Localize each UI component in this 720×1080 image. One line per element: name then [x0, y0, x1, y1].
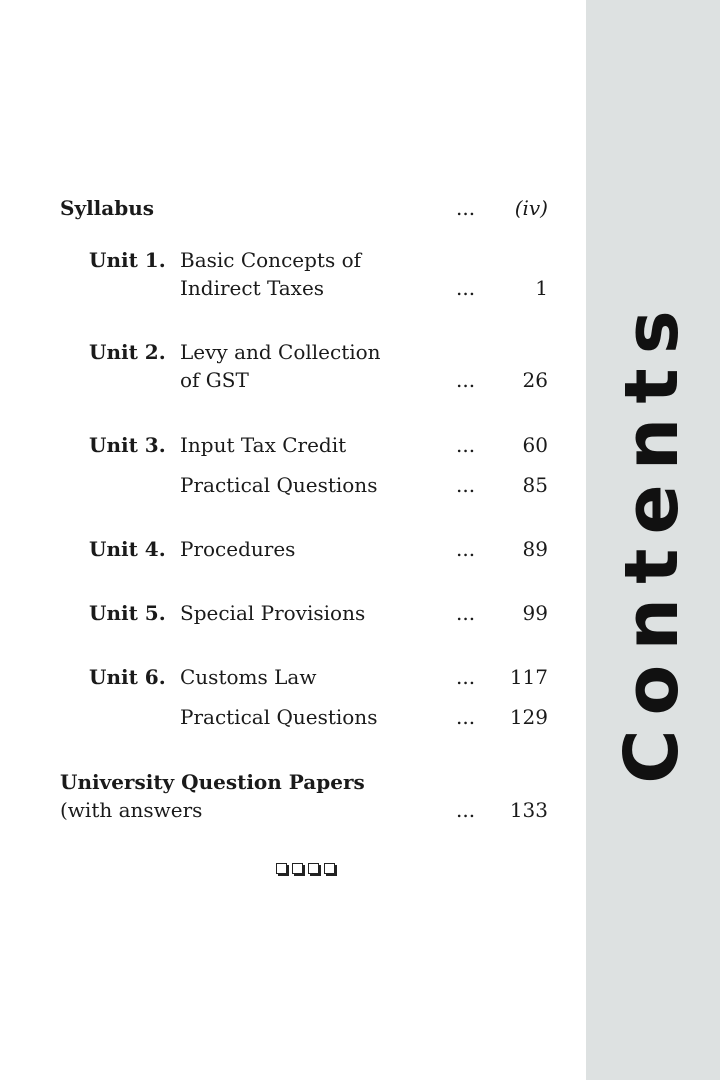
- toc-leader: ...: [456, 368, 476, 392]
- box-ornament-icon: [276, 863, 287, 874]
- toc-entry-papers-cont: [0, 796, 586, 824]
- toc-entry-unit-1: [0, 246, 586, 274]
- toc-papers-sublabel: (with answers: [60, 798, 203, 822]
- toc-leader: ...: [456, 798, 476, 822]
- toc-leader: ...: [456, 276, 476, 300]
- toc-papers-label: University Question Papers: [60, 770, 365, 794]
- toc-leader: ...: [456, 601, 476, 625]
- box-ornament-icon: [324, 863, 335, 874]
- toc-page-number: 117: [509, 665, 548, 689]
- toc-unit-title: Input Tax Credit: [180, 433, 347, 457]
- contents-heading: Contents: [609, 296, 695, 784]
- toc-sub-title: Practical Questions: [180, 705, 378, 729]
- toc-entry-papers: [0, 768, 586, 796]
- toc-syllabus-label: Syllabus: [60, 196, 155, 220]
- toc-leader: ...: [456, 537, 476, 561]
- toc-unit-label: Unit 6.: [89, 665, 166, 689]
- toc-entry-unit-2: [0, 338, 586, 366]
- toc-unit-label: Unit 5.: [89, 601, 166, 625]
- toc-page-number: 60: [522, 433, 548, 457]
- toc-entry-unit-6: [0, 663, 586, 691]
- toc-unit-label: Unit 2.: [89, 340, 166, 364]
- toc-unit-title: Levy and Collection: [180, 340, 381, 364]
- toc-unit-title: Customs Law: [180, 665, 317, 689]
- toc-entry-unit-6-practical: [0, 703, 586, 731]
- toc-entry-unit-5: [0, 599, 586, 627]
- toc-unit-title: Basic Concepts of: [180, 248, 362, 272]
- toc-unit-title: Procedures: [180, 537, 296, 561]
- toc-entry-unit-3: [0, 431, 586, 459]
- toc-page-number: 99: [522, 601, 548, 625]
- toc-page-number: (iv): [514, 196, 548, 220]
- toc-leader: ...: [456, 196, 476, 220]
- toc-leader: ...: [456, 705, 476, 729]
- toc-unit-label: Unit 3.: [89, 433, 166, 457]
- toc-unit-title: Special Provisions: [180, 601, 366, 625]
- box-ornament-icon: [292, 863, 303, 874]
- toc-page-number: 89: [522, 537, 548, 561]
- toc-sub-title: Practical Questions: [180, 473, 378, 497]
- toc-leader: ...: [456, 473, 476, 497]
- toc-entry-unit-2-cont: [0, 366, 586, 394]
- toc-page-number: 129: [509, 705, 548, 729]
- toc-leader: ...: [456, 665, 476, 689]
- toc-unit-label: Unit 1.: [89, 248, 166, 272]
- toc-entry-unit-3-practical: [0, 471, 586, 499]
- toc-entry-unit-1-cont: [0, 274, 586, 302]
- toc-entry-unit-4: [0, 535, 586, 563]
- toc-unit-label: Unit 4.: [89, 537, 166, 561]
- toc-entry-syllabus: [0, 194, 586, 222]
- toc-page-number: 133: [509, 798, 548, 822]
- end-ornament-icon: [276, 858, 346, 878]
- toc-leader: ...: [456, 433, 476, 457]
- toc-page-number: 85: [522, 473, 548, 497]
- toc-page-number: 26: [522, 368, 548, 392]
- toc-unit-title: of GST: [180, 368, 249, 392]
- toc-unit-title: Indirect Taxes: [180, 276, 325, 300]
- toc-page-number: 1: [535, 276, 548, 300]
- box-ornament-icon: [308, 863, 319, 874]
